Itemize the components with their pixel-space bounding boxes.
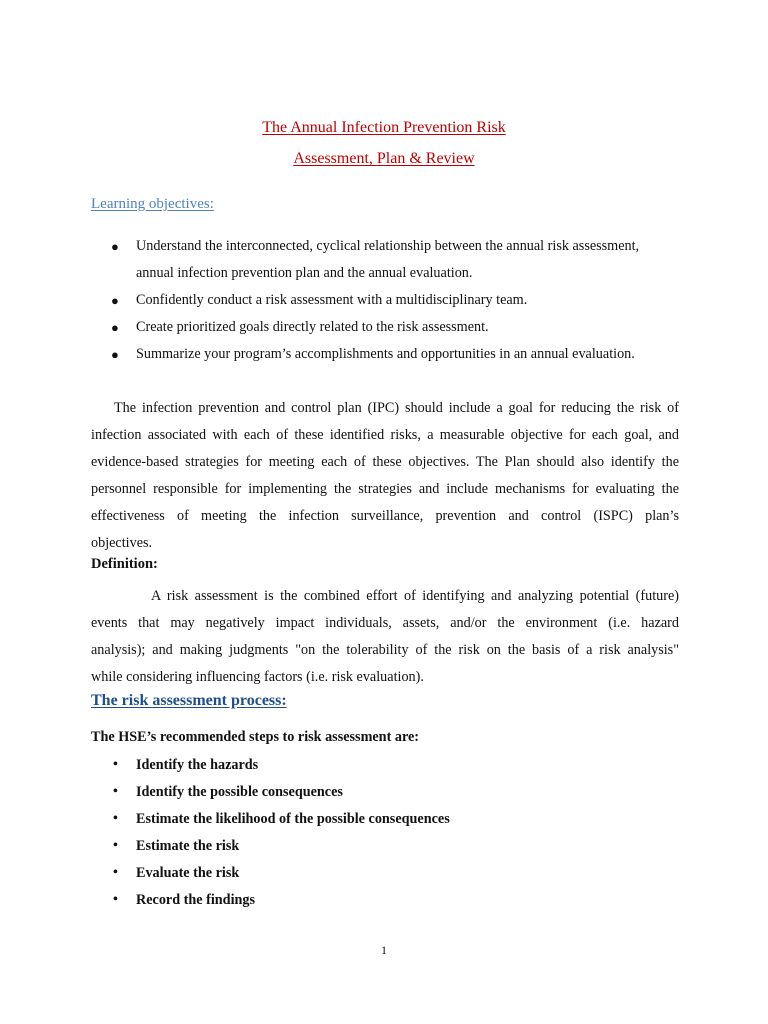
objective-item-continuation: annual infection prevention plan and the annual evaluation. [136, 265, 473, 281]
learning-objectives-heading: Learning objectives: [91, 196, 214, 212]
step-item: Estimate the risk [136, 838, 240, 854]
paragraph-line: evidence-based strategies for meeting each of these objectives. The Plan should also identify the [91, 454, 679, 470]
page-number: 1 [381, 943, 387, 957]
objective-item: Create prioritized goals directly related to the risk assessment. [136, 319, 489, 335]
step-item: Identify the hazards [136, 757, 259, 773]
document-title-line-2: Assessment, Plan & Review [293, 150, 475, 167]
bullet-icon: • [113, 892, 118, 907]
step-item: Evaluate the risk [136, 865, 240, 881]
bullet-icon: • [113, 838, 118, 853]
bullet-icon: ● [111, 347, 119, 362]
paragraph-line: while considering influencing factors (i.e. risk evaluation). [91, 669, 424, 685]
bullet-icon: ● [111, 239, 119, 254]
paragraph-line: objectives. [91, 535, 153, 551]
bullet-icon: ● [111, 293, 119, 308]
objective-item: Understand the interconnected, cyclical relationship between the annual risk assessment, [136, 238, 640, 254]
paragraph-line: infection associated with each of these identified risks, a measurable objective for each goal, and [91, 427, 679, 443]
step-item: Estimate the likelihood of the possible consequences [136, 811, 450, 827]
bullet-icon: • [113, 811, 118, 826]
paragraph-line: analysis); and making judgments "on the tolerability of the risk on the basis of a risk analysis" [91, 642, 679, 658]
paragraph-line: personnel responsible for implementing the strategies and include mechanisms for evaluating the [91, 481, 679, 497]
paragraph-line: effectiveness of meeting the infection surveillance, prevention and control (ISPC) plan’s [91, 508, 679, 524]
hse-steps-heading: The HSE’s recommended steps to risk assessment are: [91, 729, 420, 745]
step-item: Record the findings [136, 892, 256, 908]
paragraph-line: The infection prevention and control plan (IPC) should include a goal for reducing the risk of [114, 400, 679, 416]
bullet-icon: • [113, 784, 118, 799]
bullet-icon: • [113, 757, 118, 772]
bullet-icon: ● [111, 320, 119, 335]
objective-item: Confidently conduct a risk assessment with a multidisciplinary team. [136, 292, 528, 308]
paragraph-line: A risk assessment is the combined effort of identifying and analyzing potential (future) [151, 588, 679, 604]
document-title-line-1: The Annual Infection Prevention Risk [262, 119, 506, 136]
paragraph-line: events that may negatively impact individuals, assets, and/or the environment (i.e. hazard [91, 615, 679, 631]
objective-item: Summarize your program’s accomplishments and opportunities in an annual evaluation. [136, 346, 635, 362]
bullet-icon: • [113, 865, 118, 880]
risk-process-heading: The risk assessment process: [91, 692, 287, 709]
definition-heading: Definition: [91, 556, 158, 572]
step-item: Identify the possible consequences [136, 784, 343, 800]
